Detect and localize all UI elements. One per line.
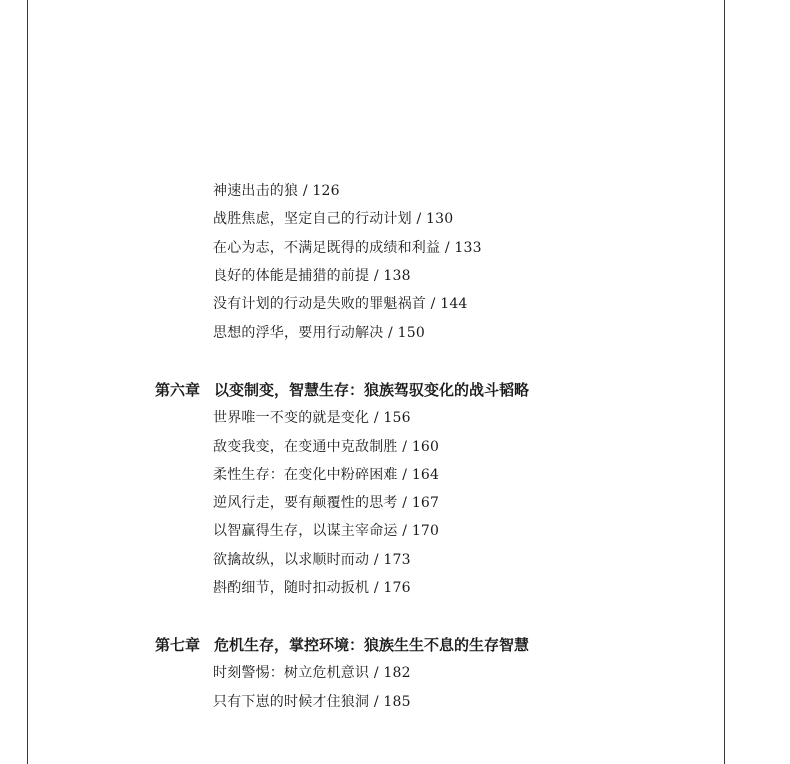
chapter-title: 危机生存，掌控环境：狼族生生不息的生存智慧 bbox=[214, 636, 530, 654]
toc-entry: 没有计划的行动是失败的罪魁祸首 / 144 bbox=[213, 296, 468, 312]
chapter-number: 第七章 bbox=[155, 636, 201, 654]
toc-entry: 思想的浮华，要用行动解决 / 150 bbox=[213, 325, 425, 341]
toc-entry: 只有下崽的时候才住狼洞 / 185 bbox=[213, 694, 411, 710]
toc-entry: 战胜焦虑，坚定自己的行动计划 / 130 bbox=[213, 211, 454, 227]
toc-entry: 敌变我变，在变通中克敌制胜 / 160 bbox=[213, 439, 440, 455]
toc-entry: 斟酌细节，随时扣动扳机 / 176 bbox=[213, 580, 411, 596]
toc-entry: 良好的体能是捕猎的前提 / 138 bbox=[213, 268, 411, 284]
toc-entry: 柔性生存：在变化中粉碎困难 / 164 bbox=[213, 467, 440, 483]
toc-entry: 逆风行走，要有颠覆性的思考 / 167 bbox=[213, 495, 440, 511]
toc-entry: 神速出击的狼 / 126 bbox=[213, 183, 340, 199]
chapter-title: 以变制变，智慧生存：狼族驾驭变化的战斗韬略 bbox=[214, 381, 530, 399]
toc-entry: 欲擒故纵，以求顺时而动 / 173 bbox=[213, 552, 411, 568]
page-right-border bbox=[724, 0, 725, 764]
toc-entry: 时刻警惕：树立危机意识 / 182 bbox=[213, 665, 411, 681]
page-left-border bbox=[27, 0, 28, 764]
toc-entry: 在心为志，不满足既得的成绩和利益 / 133 bbox=[213, 240, 482, 256]
chapter-heading bbox=[155, 379, 529, 401]
chapter-heading bbox=[155, 634, 529, 656]
toc-entry: 以智赢得生存，以谋主宰命运 / 170 bbox=[213, 523, 440, 539]
toc-entry: 世界唯一不变的就是变化 / 156 bbox=[213, 410, 411, 426]
chapter-number: 第六章 bbox=[155, 381, 201, 399]
